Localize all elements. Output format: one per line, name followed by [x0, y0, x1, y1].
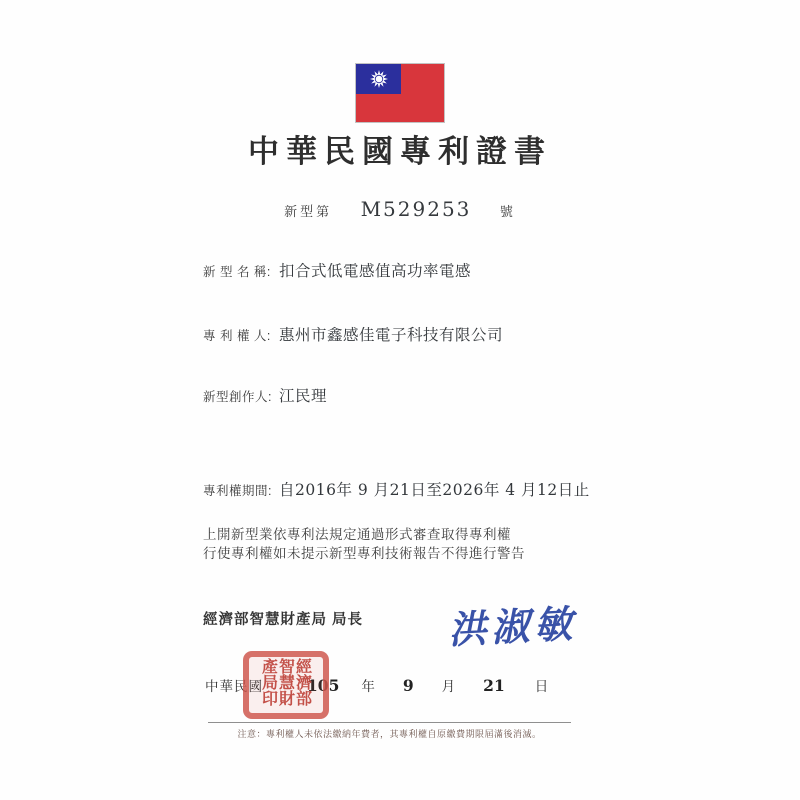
- date-era: 中華民國: [205, 679, 263, 694]
- date-month-unit: 月: [441, 679, 456, 694]
- date-year-unit: 年: [361, 679, 375, 694]
- date-month: 9: [402, 676, 414, 695]
- field-creator-label: 新型創作人:: [203, 390, 272, 404]
- date-year: 105: [307, 676, 340, 695]
- flag-sun-icon: [368, 68, 390, 90]
- field-patent-term-label: 專利權期間:: [203, 484, 272, 498]
- flag-canton: [356, 64, 401, 94]
- field-patent-term: [203, 478, 590, 500]
- legal-notice: [203, 526, 525, 564]
- roc-flag: [355, 63, 445, 123]
- issue-date-row: [205, 675, 548, 695]
- field-creator: [203, 384, 327, 406]
- issuer-title: 經濟部智慧財產局 局長: [203, 612, 364, 628]
- footer-note: 注意：專利權人未依法繳納年費者，其專利權自原繳費期限屆滿後消滅。: [237, 730, 542, 740]
- field-model-name: [203, 259, 471, 281]
- field-model-name-value: 扣合式低電感值高功率電感: [279, 262, 472, 280]
- patent-number-prefix: 新型第: [284, 204, 333, 219]
- patent-number: M529253: [360, 197, 472, 221]
- date-day: 21: [483, 676, 505, 695]
- patent-number-row: [0, 197, 800, 221]
- certificate-title: 中華民國專利證書: [248, 134, 552, 170]
- field-model-name-label: 新 型 名 稱:: [203, 265, 271, 279]
- legal-notice-line2: 行使專利權如未提示新型專利技術報告不得進行警告: [203, 546, 525, 562]
- patent-number-suffix: 號: [499, 204, 516, 219]
- field-creator-value: 江民理: [279, 387, 328, 405]
- legal-notice-line1: 上開新型業依專利法規定通過形式審查取得專利權: [203, 527, 511, 543]
- field-patentee-label: 專 利 權 人:: [203, 329, 271, 343]
- field-patent-term-value: 自2016年 9 月21日至2026年 4 月12日止: [279, 481, 590, 499]
- footer-divider: [208, 722, 571, 723]
- director-signature: 洪淑敏: [447, 600, 579, 653]
- field-patentee: [203, 323, 503, 345]
- official-seal-text: 經濟部智慧財產局印: [259, 658, 313, 706]
- date-day-unit: 日: [534, 679, 549, 694]
- field-patentee-value: 惠州市鑫感佳電子科技有限公司: [279, 326, 504, 344]
